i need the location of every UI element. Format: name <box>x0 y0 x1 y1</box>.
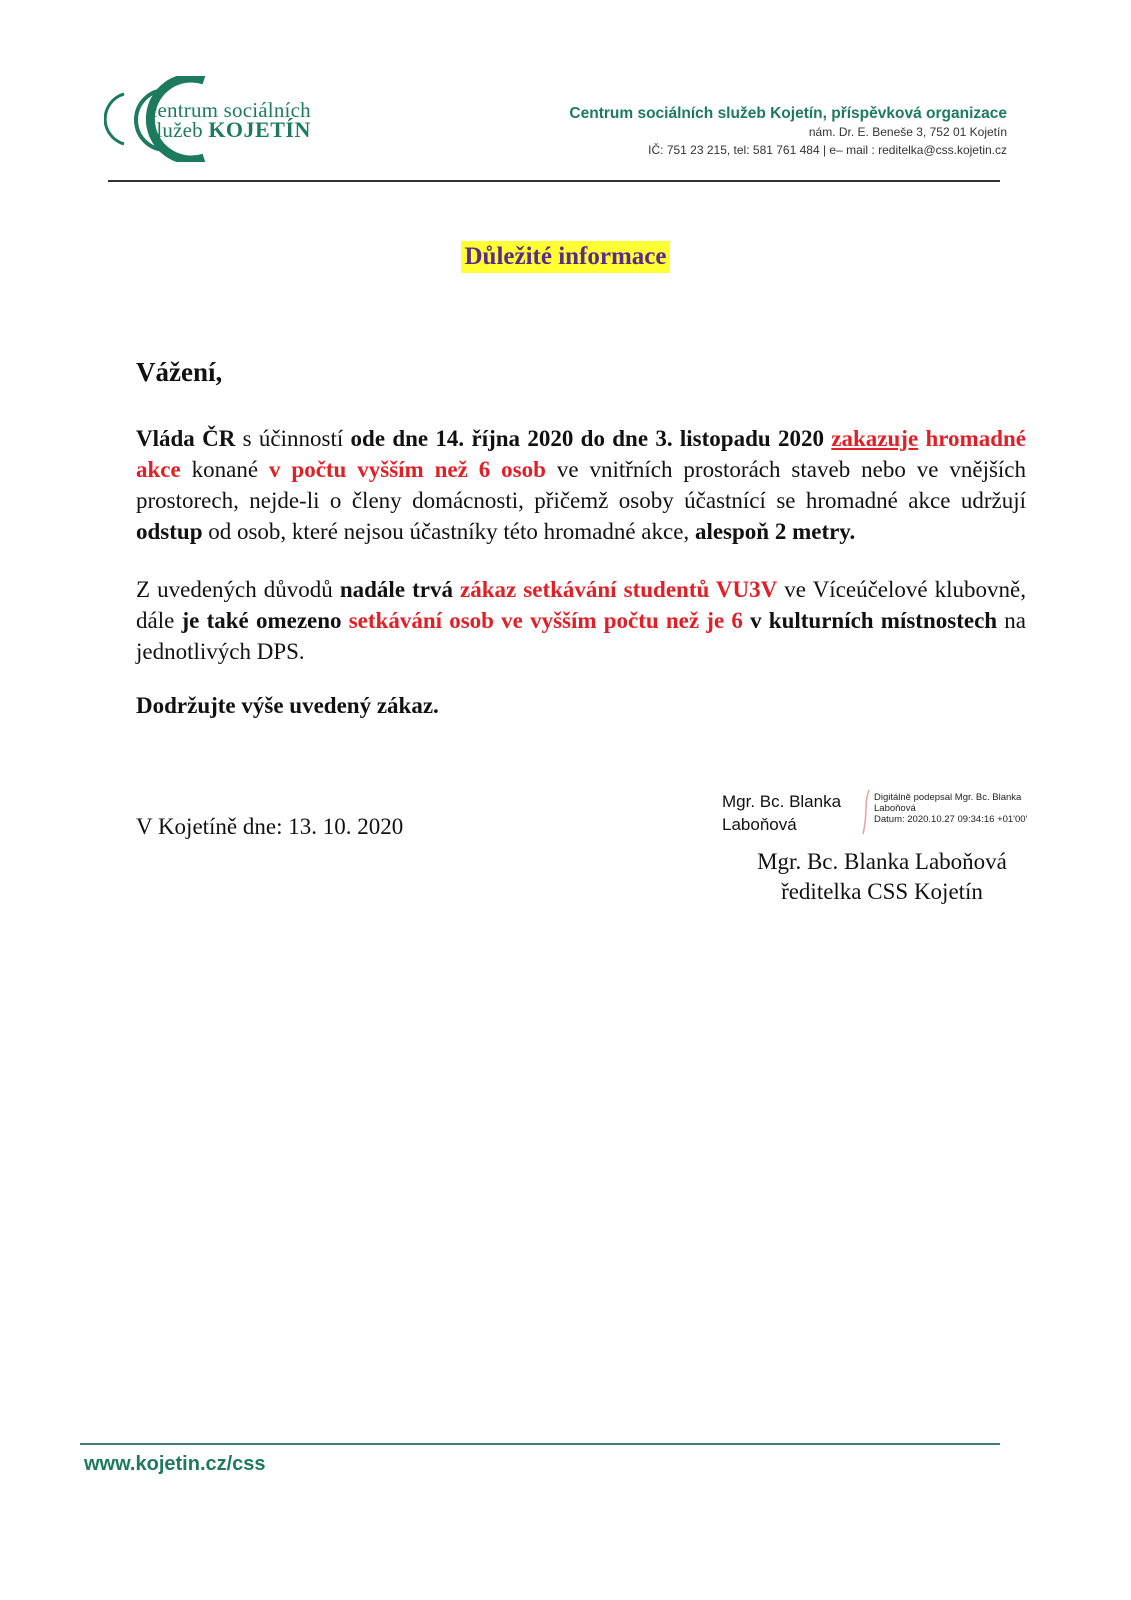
digital-signature-date: Datum: 2020.10.27 09:34:16 +01'00' <box>874 814 1028 825</box>
p1-limit: v počtu vyšším než 6 osob <box>268 457 546 482</box>
p2-meetings: setkávání osob ve vyšším počtu než je 6 <box>348 608 743 633</box>
p1-text: ve vnitřních prostorách staveb nebo ve vnějších prostorech, nejde-li o členy domácnosti, přičemž osoby účastnící se hromadné akce udržují <box>136 457 1027 513</box>
signature-name <box>722 790 841 836</box>
paragraph-2 <box>136 574 1026 667</box>
p2-ban: zákaz setkávání studentů VU3V <box>460 577 778 602</box>
signer-name: Mgr. Bc. Blanka Laboňová <box>757 849 1007 874</box>
organization-name: Centrum sociálních služeb Kojetín, příspěvková organizace <box>569 105 1007 122</box>
footer-divider <box>80 1443 1000 1445</box>
closing-line: Dodržujte výše uvedený zákaz. <box>136 693 439 718</box>
p1-text: s účinností <box>235 426 351 451</box>
organization-contact: IČ: 751 23 215, tel: 581 761 484 | e– mail : reditelka@css.kojetin.cz <box>648 143 1007 157</box>
p2-text: ve Víceúčelové klubovně, dále <box>136 577 1026 633</box>
signer-role: ředitelka CSS Kojetín <box>781 879 983 904</box>
digital-signature <box>874 792 1027 825</box>
letter-body <box>136 355 1026 721</box>
organization-address: nám. Dr. E. Beneše 3, 752 01 Kojetín <box>808 125 1007 139</box>
p1-forbids: zakazuje <box>831 426 919 451</box>
signature-mark-icon <box>860 788 872 836</box>
p1-distance: odstup <box>136 519 203 544</box>
p2-space <box>453 577 460 602</box>
p1-text: konané <box>180 457 269 482</box>
p1-mass-events: hromadné akce <box>136 426 1027 482</box>
p1-meters: alespoň 2 metry. <box>694 519 856 544</box>
p2-text: na jednotlivých DPS. <box>136 608 1026 664</box>
header-divider <box>108 180 1000 182</box>
salutation: Vážení, <box>136 357 223 387</box>
signer-block <box>732 847 1032 907</box>
paragraph-1 <box>136 423 1026 547</box>
signature-name-line2: Laboňová <box>722 815 797 834</box>
digital-signature-line2: Laboňová <box>874 803 916 814</box>
p2-space <box>743 608 750 633</box>
issue-date: V Kojetíně dne: 13. 10. 2020 <box>136 814 404 839</box>
footer-link[interactable]: www.kojetin.cz/css <box>84 1453 266 1475</box>
p2-text: Z uvedených důvodů <box>136 577 340 602</box>
p1-government: Vláda ČR <box>136 426 236 451</box>
logo-brand: KOJETÍN <box>208 117 311 142</box>
logo-line2-prefix: služeb <box>148 118 209 142</box>
p1-text: od osob, které nejsou účastníky této hromadné akce, <box>202 519 695 544</box>
logo-text <box>148 100 311 140</box>
organization-info <box>569 104 1007 159</box>
logo-line1: centrum sociálních <box>148 98 311 122</box>
digital-signature-line1: Digitálně podepsal Mgr. Bc. Blanka <box>874 792 1022 803</box>
document-title: Důležité informace <box>461 241 669 273</box>
signature-name-line1: Mgr. Bc. Blanka <box>722 792 842 811</box>
p2-continues: nadále trvá <box>339 577 453 602</box>
p2-space <box>342 608 349 633</box>
p1-date-range: ode dne 14. října 2020 do dne 3. listopadu 2020 <box>350 426 824 451</box>
p2-culture-rooms: v kulturních místnostech <box>750 608 998 633</box>
p2-restricted: je také omezeno <box>181 608 342 633</box>
